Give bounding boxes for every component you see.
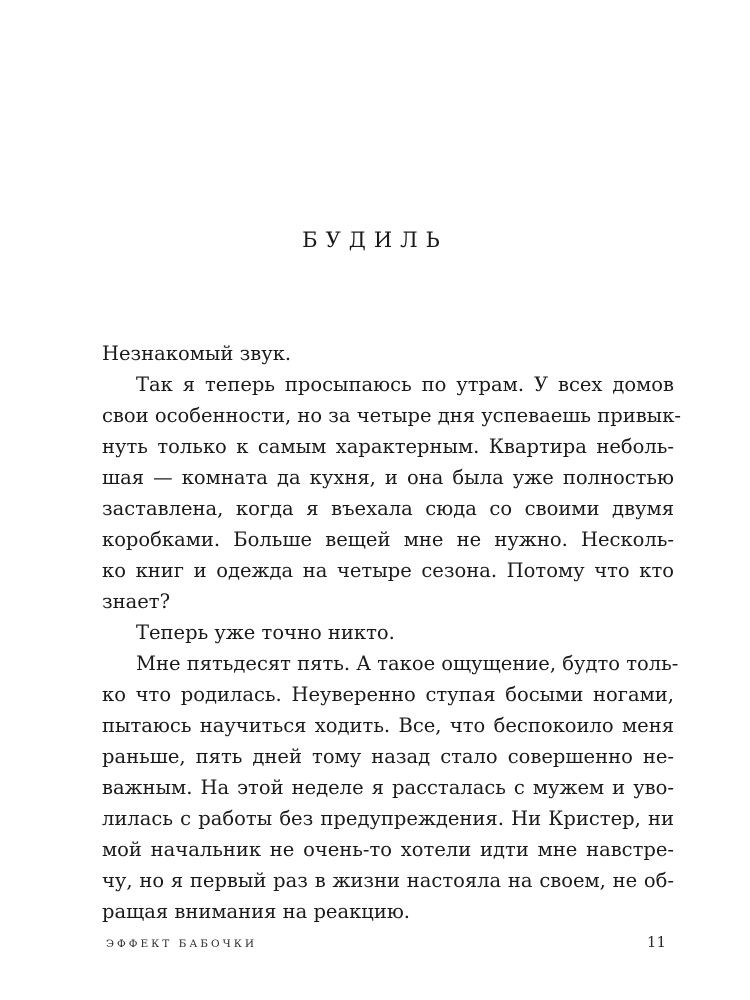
page-number: 11 xyxy=(646,933,666,951)
text-line: Теперь уже точно никто. xyxy=(136,621,395,644)
text-line: пытаюсь научиться ходить. Все, что беспокоило меня xyxy=(102,714,674,737)
text-line: раньше, пять дней тому назад стало совершенно не- xyxy=(102,745,674,768)
text-line: Незнакомый звук. xyxy=(102,342,292,365)
text-line: Так я теперь просыпаюсь по утрам. У всех домов xyxy=(136,373,674,396)
text-line: чу, но я первый раз в жизни настояла на своем, не об- xyxy=(102,869,674,892)
text-line: знает? xyxy=(102,590,171,613)
text-line: мой начальник не очень-то хотели идти мне навстре- xyxy=(102,838,674,861)
text-line: важным. На этой неделе я рассталась с мужем и уво- xyxy=(102,776,674,799)
text-line: свои особенности, но за четыре дня успеваешь привык- xyxy=(102,404,681,427)
text-line: ко книг и одежда на четыре сезона. Потому что кто xyxy=(102,559,674,582)
text-line: нуть только к самым характерным. Квартира неболь- xyxy=(102,435,674,458)
body-text xyxy=(102,338,681,927)
text-line: лилась с работы без предупреждения. Ни Кристер, ни xyxy=(102,807,674,830)
running-footer-title: ЭФФЕКТ БАБОЧКИ xyxy=(106,938,257,950)
text-line: ращая внимания на реакцию. xyxy=(102,900,410,923)
text-line: коробками. Больше вещей мне не нужно. Несколь- xyxy=(102,528,674,551)
chapter-title: БУДИЛЬ xyxy=(302,228,448,252)
text-line: ко что родилась. Неуверенно ступая босыми ногами, xyxy=(102,683,674,706)
text-line: шая — комната да кухня, и она была уже полностью xyxy=(102,466,674,489)
text-line: Мне пятьдесят пять. А такое ощущение, будто толь- xyxy=(136,652,679,675)
text-line: заставлена, когда я въехала сюда со своими двумя xyxy=(102,497,674,520)
